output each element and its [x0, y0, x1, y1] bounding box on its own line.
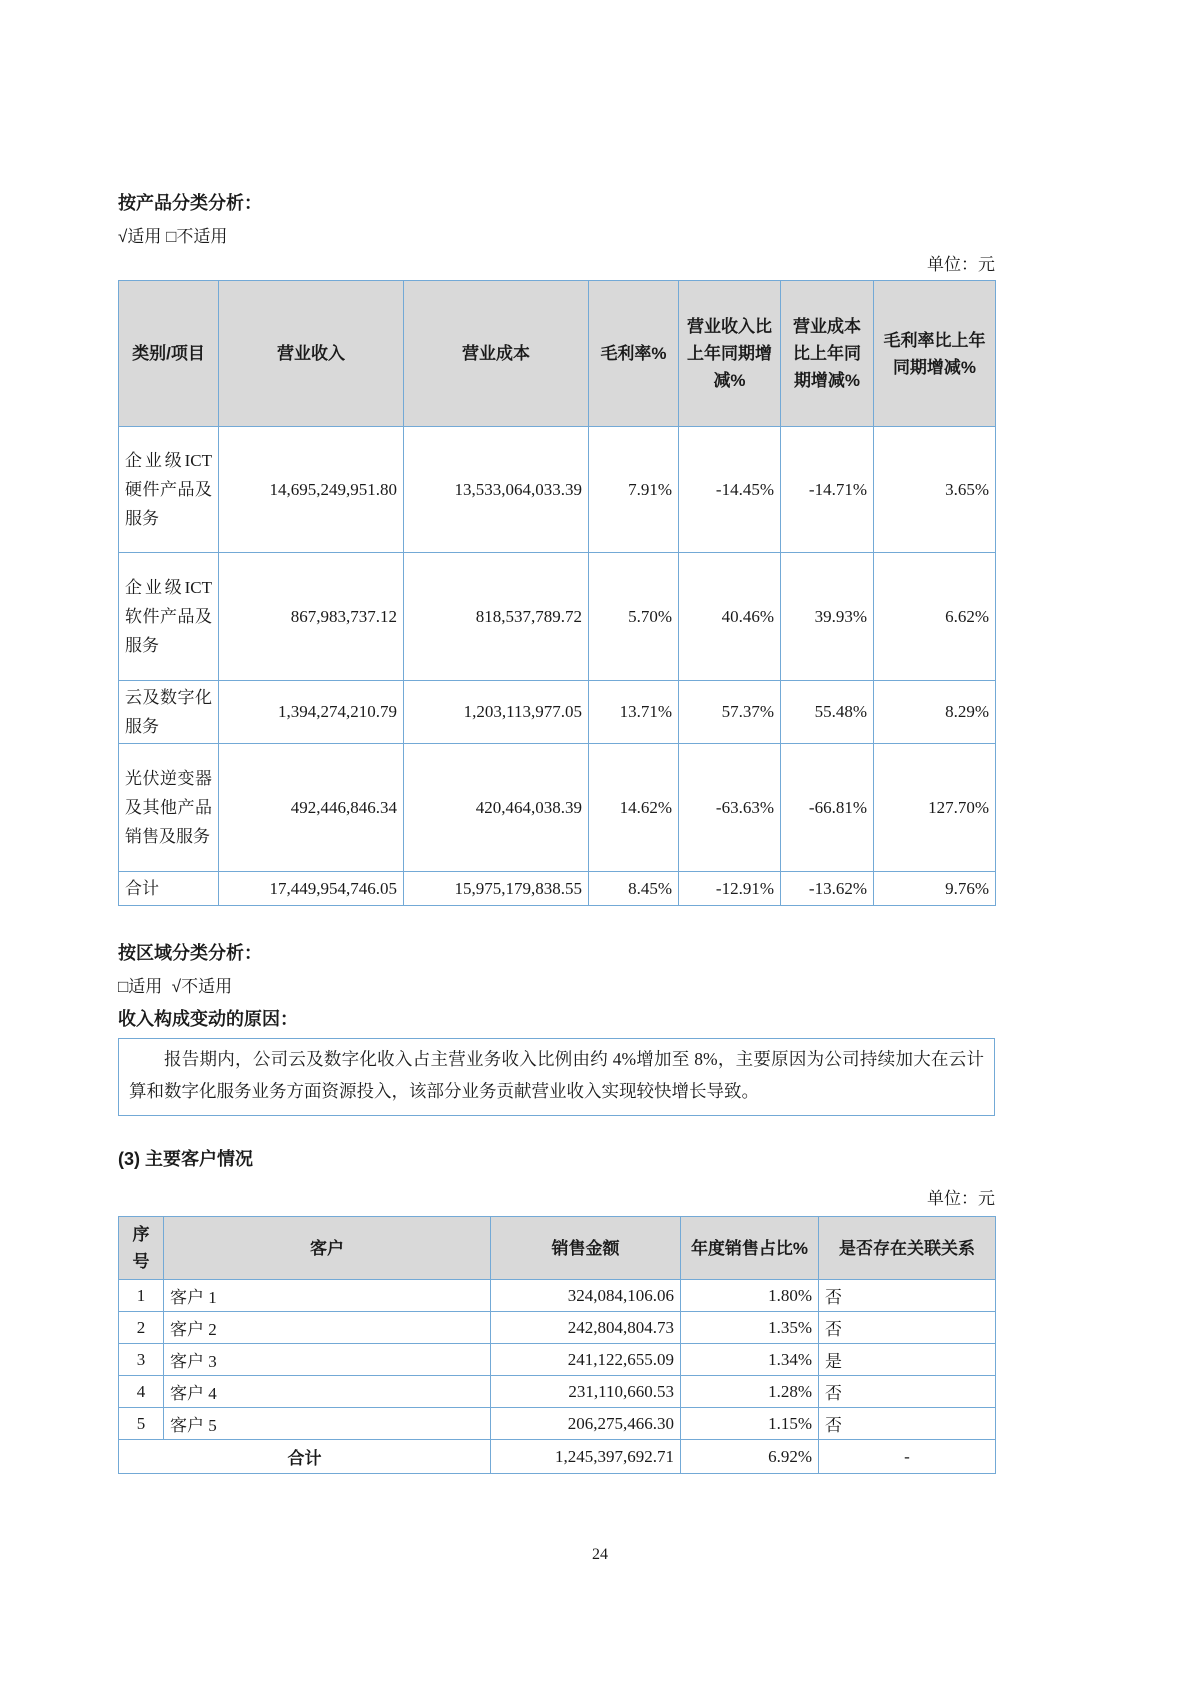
reason-box	[118, 1038, 995, 1116]
total-revenue: 17,449,954,746.05	[219, 872, 404, 906]
table-row	[119, 681, 996, 744]
customer-table	[118, 1216, 996, 1474]
unit-label: 单位：元	[927, 255, 995, 274]
revenue-yoy-value: -63.63%	[679, 744, 781, 872]
cost-value: 1,203,113,977.05	[404, 681, 589, 744]
page-number: 24	[592, 1546, 608, 1563]
margin-yoy-value: 6.62%	[874, 553, 996, 681]
revenue-value: 867,983,737.12	[219, 553, 404, 681]
sales-amount: 231,110,660.53	[491, 1376, 681, 1408]
total-row	[119, 872, 996, 906]
related-party-flag: 是	[819, 1344, 996, 1376]
row-label: 云及数字化服务	[119, 681, 219, 744]
customer-name: 客户 4	[164, 1376, 491, 1408]
customer-name: 客户 2	[164, 1312, 491, 1344]
applicable-label: 适用	[128, 977, 163, 996]
index-value: 2	[119, 1312, 164, 1344]
table-row	[119, 1344, 996, 1376]
margin-yoy-value: 3.65%	[874, 427, 996, 553]
total-revenue-yoy: -12.91%	[679, 872, 781, 906]
revenue-yoy-value: 57.37%	[679, 681, 781, 744]
col-header-category: 类别/项目	[119, 281, 219, 427]
row-label: 光伏逆变器及其他产品销售及服务	[119, 744, 219, 872]
revenue-yoy-value: -14.45%	[679, 427, 781, 553]
customer-name: 客户 5	[164, 1408, 491, 1440]
sales-ratio: 1.28%	[681, 1376, 819, 1408]
total-sales-amount: 1,245,397,692.71	[491, 1440, 681, 1474]
revenue-value: 1,394,274,210.79	[219, 681, 404, 744]
gross-margin-value: 13.71%	[589, 681, 679, 744]
empty-checkbox-icon: □	[166, 227, 177, 246]
total-label: 合计	[119, 1440, 491, 1474]
total-label: 合计	[119, 872, 219, 906]
table-row	[119, 1408, 996, 1440]
region-applicability-line	[118, 976, 995, 998]
not-applicable-label: 不适用	[176, 227, 228, 246]
sales-ratio: 1.34%	[681, 1344, 819, 1376]
related-party-flag: 否	[819, 1280, 996, 1312]
row-label: 企业级ICT软件产品及服务	[119, 553, 219, 681]
unit-label: 单位：元	[927, 1189, 995, 1208]
related-party-flag: 否	[819, 1408, 996, 1440]
cost-value: 420,464,038.39	[404, 744, 589, 872]
cost-value: 818,537,789.72	[404, 553, 589, 681]
row-label: 企业级ICT硬件产品及服务	[119, 427, 219, 553]
cost-value: 13,533,064,033.39	[404, 427, 589, 553]
sales-amount: 242,804,804.73	[491, 1312, 681, 1344]
total-related-party: -	[819, 1440, 996, 1474]
checked-checkbox-icon: √	[118, 227, 128, 246]
index-value: 4	[119, 1376, 164, 1408]
sales-ratio: 1.15%	[681, 1408, 819, 1440]
col-header-sales-amount: 销售金额	[491, 1217, 681, 1280]
product-table	[118, 280, 996, 906]
sales-amount: 241,122,655.09	[491, 1344, 681, 1376]
sales-ratio: 1.35%	[681, 1312, 819, 1344]
applicable-label: 适用	[127, 227, 162, 246]
table-row	[119, 553, 996, 681]
checked-checkbox-icon: √	[171, 977, 182, 996]
col-header-customer: 客户	[164, 1217, 491, 1280]
page-content	[118, 192, 995, 1474]
revenue-value: 492,446,846.34	[219, 744, 404, 872]
margin-yoy-value: 8.29%	[874, 681, 996, 744]
cost-yoy-value: -66.81%	[781, 744, 874, 872]
sales-amount: 206,275,466.30	[491, 1408, 681, 1440]
gross-margin-value: 7.91%	[589, 427, 679, 553]
related-party-flag: 否	[819, 1376, 996, 1408]
table-row	[119, 427, 996, 553]
col-header-gross-margin: 毛利率%	[589, 281, 679, 427]
col-header-related-party: 是否存在关联关系	[819, 1217, 996, 1280]
sales-amount: 324,084,106.06	[491, 1280, 681, 1312]
col-header-cost: 营业成本	[404, 281, 589, 427]
reason-title: 收入构成变动的原因：	[118, 1009, 298, 1029]
region-analysis-title: 按区域分类分析：	[118, 943, 262, 963]
customer-table-header-row	[119, 1217, 996, 1280]
table-row	[119, 744, 996, 872]
col-header-revenue: 营业收入	[219, 281, 404, 427]
cost-yoy-value: 55.48%	[781, 681, 874, 744]
col-header-margin-yoy: 毛利率比上年同期增减%	[874, 281, 996, 427]
product-analysis-title: 按产品分类分析：	[118, 193, 262, 213]
total-cost-yoy: -13.62%	[781, 872, 874, 906]
revenue-value: 14,695,249,951.80	[219, 427, 404, 553]
col-header-index: 序号	[119, 1217, 164, 1280]
table-row	[119, 1312, 996, 1344]
index-value: 3	[119, 1344, 164, 1376]
table-row	[119, 1376, 996, 1408]
cost-yoy-value: 39.93%	[781, 553, 874, 681]
col-header-cost-yoy: 营业成本比上年同期增减%	[781, 281, 874, 427]
gross-margin-value: 5.70%	[589, 553, 679, 681]
total-margin-yoy: 9.76%	[874, 872, 996, 906]
customer-name: 客户 3	[164, 1344, 491, 1376]
empty-checkbox-icon: □	[118, 977, 129, 996]
total-sales-ratio: 6.92%	[681, 1440, 819, 1474]
product-table-header-row	[119, 281, 996, 427]
gross-margin-value: 14.62%	[589, 744, 679, 872]
not-applicable-label: 不适用	[181, 977, 233, 996]
customer-name: 客户 1	[164, 1280, 491, 1312]
cost-yoy-value: -14.71%	[781, 427, 874, 553]
index-value: 5	[119, 1408, 164, 1440]
related-party-flag: 否	[819, 1312, 996, 1344]
total-cost: 15,975,179,838.55	[404, 872, 589, 906]
product-applicability-line	[118, 226, 995, 248]
revenue-yoy-value: 40.46%	[679, 553, 781, 681]
col-header-annual-sales-ratio: 年度销售占比%	[681, 1217, 819, 1280]
reason-paragraph: 报告期内，公司云及数字化收入占主营业务收入比例由约 4%增加至 8%，主要原因为公司持续加大在云计算和数字化服务业务方面资源投入，该部分业务贡献营业收入实现较快增长导致。	[129, 1049, 984, 1101]
margin-yoy-value: 127.70%	[874, 744, 996, 872]
total-row	[119, 1440, 996, 1474]
major-customers-title: (3) 主要客户情况	[118, 1149, 253, 1169]
table-row	[119, 1280, 996, 1312]
col-header-revenue-yoy: 营业收入比上年同期增减%	[679, 281, 781, 427]
index-value: 1	[119, 1280, 164, 1312]
total-gross-margin: 8.45%	[589, 872, 679, 906]
sales-ratio: 1.80%	[681, 1280, 819, 1312]
